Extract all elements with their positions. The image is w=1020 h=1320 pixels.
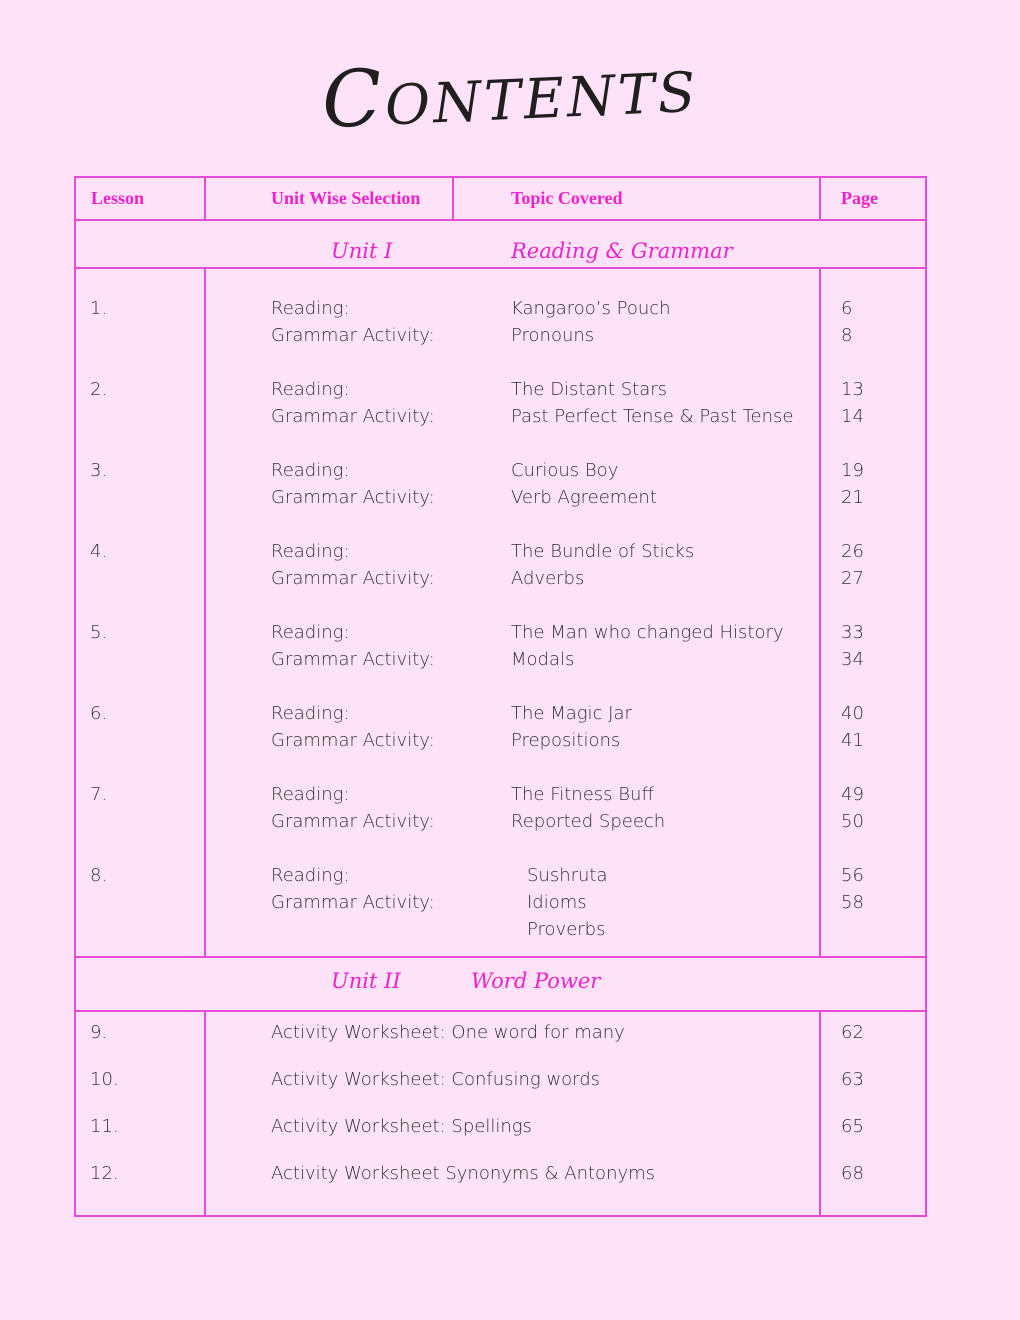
worksheet-title: Activity Worksheet: One word for many [271, 1022, 625, 1043]
grammar-label: Grammar Activity: [271, 892, 435, 913]
grammar-label: Grammar Activity: [271, 487, 435, 508]
lesson-number: 2. [90, 379, 108, 400]
reading-label: Reading: [271, 541, 350, 562]
header-unit-wise-selection: Unit Wise Selection [271, 188, 421, 208]
grammar-topic-extra: Proverbs [527, 919, 606, 940]
unit2-name: Word Power [471, 969, 601, 993]
reading-page: 13 [841, 379, 864, 400]
lesson-number: 12. [90, 1163, 119, 1184]
worksheet-page: 68 [841, 1163, 864, 1184]
unit2-label: Unit II [331, 969, 401, 993]
contents-table [74, 176, 927, 1217]
grammar-topic: Prepositions [511, 730, 621, 751]
lesson-number: 10. [90, 1069, 119, 1090]
grammar-topic: Idioms [527, 892, 587, 913]
col-divider [819, 1010, 821, 1217]
worksheet-page: 62 [841, 1022, 864, 1043]
reading-topic: The Distant Stars [511, 379, 668, 400]
lesson-number: 11. [90, 1116, 119, 1137]
reading-label: Reading: [271, 622, 350, 643]
grammar-page: 21 [841, 487, 864, 508]
col-divider [204, 267, 206, 956]
grammar-label: Grammar Activity: [271, 406, 435, 427]
lesson-number: 3. [90, 460, 108, 481]
reading-page: 6 [841, 298, 853, 319]
grammar-page: 58 [841, 892, 864, 913]
reading-page: 56 [841, 865, 864, 886]
lesson-number: 7. [90, 784, 108, 805]
grammar-topic: Pronouns [511, 325, 595, 346]
reading-page: 40 [841, 703, 864, 724]
grammar-page: 41 [841, 730, 864, 751]
reading-label: Reading: [271, 298, 350, 319]
reading-page: 49 [841, 784, 864, 805]
reading-topic: Sushruta [527, 865, 608, 886]
unit1-name: Reading & Grammar [511, 239, 733, 263]
header-page: Page [841, 188, 878, 208]
reading-topic: The Bundle of Sticks [511, 541, 695, 562]
reading-topic: The Fitness Buff [511, 784, 654, 805]
reading-page: 19 [841, 460, 864, 481]
header-topic-covered: Topic Covered [511, 188, 623, 208]
unit2-top-divider [76, 956, 925, 958]
reading-label: Reading: [271, 460, 350, 481]
worksheet-page: 63 [841, 1069, 864, 1090]
reading-label: Reading: [271, 784, 350, 805]
lesson-number: 5. [90, 622, 108, 643]
reading-label: Reading: [271, 379, 350, 400]
reading-label: Reading: [271, 865, 350, 886]
worksheet-title: Activity Worksheet: Confusing words [271, 1069, 601, 1090]
lesson-number: 9. [90, 1022, 108, 1043]
unit1-label: Unit I [331, 239, 393, 263]
col-divider [452, 178, 454, 219]
reading-page: 26 [841, 541, 864, 562]
header-lesson: Lesson [91, 188, 145, 208]
reading-topic: Curious Boy [511, 460, 619, 481]
lesson-number: 6. [90, 703, 108, 724]
col-divider [204, 1010, 206, 1217]
grammar-page: 8 [841, 325, 853, 346]
grammar-label: Grammar Activity: [271, 568, 435, 589]
col-divider [204, 178, 206, 219]
col-divider [819, 267, 821, 956]
grammar-page: 14 [841, 406, 864, 427]
grammar-topic: Verb Agreement [511, 487, 657, 508]
col-divider [819, 178, 821, 219]
lesson-number: 4. [90, 541, 108, 562]
grammar-label: Grammar Activity: [271, 730, 435, 751]
grammar-label: Grammar Activity: [271, 811, 435, 832]
worksheet-title: Activity Worksheet Synonyms & Antonyms [271, 1163, 656, 1184]
lesson-number: 8. [90, 865, 108, 886]
grammar-label: Grammar Activity: [271, 325, 435, 346]
reading-topic: The Man who changed History [511, 622, 784, 643]
worksheet-title: Activity Worksheet: Spellings [271, 1116, 532, 1137]
lesson-number: 1. [90, 298, 108, 319]
header-divider [76, 219, 925, 221]
worksheet-page: 65 [841, 1116, 864, 1137]
reading-topic: Kangaroo’s Pouch [511, 298, 671, 319]
grammar-page: 34 [841, 649, 864, 670]
reading-page: 33 [841, 622, 864, 643]
grammar-page: 27 [841, 568, 864, 589]
grammar-topic: Past Perfect Tense & Past Tense [511, 406, 794, 427]
grammar-topic: Modals [511, 649, 575, 670]
grammar-label: Grammar Activity: [271, 649, 435, 670]
page-title: Contents [320, 39, 700, 147]
grammar-page: 50 [841, 811, 864, 832]
grammar-topic: Reported Speech [511, 811, 666, 832]
reading-label: Reading: [271, 703, 350, 724]
reading-topic: The Magic Jar [511, 703, 632, 724]
grammar-topic: Adverbs [511, 568, 585, 589]
